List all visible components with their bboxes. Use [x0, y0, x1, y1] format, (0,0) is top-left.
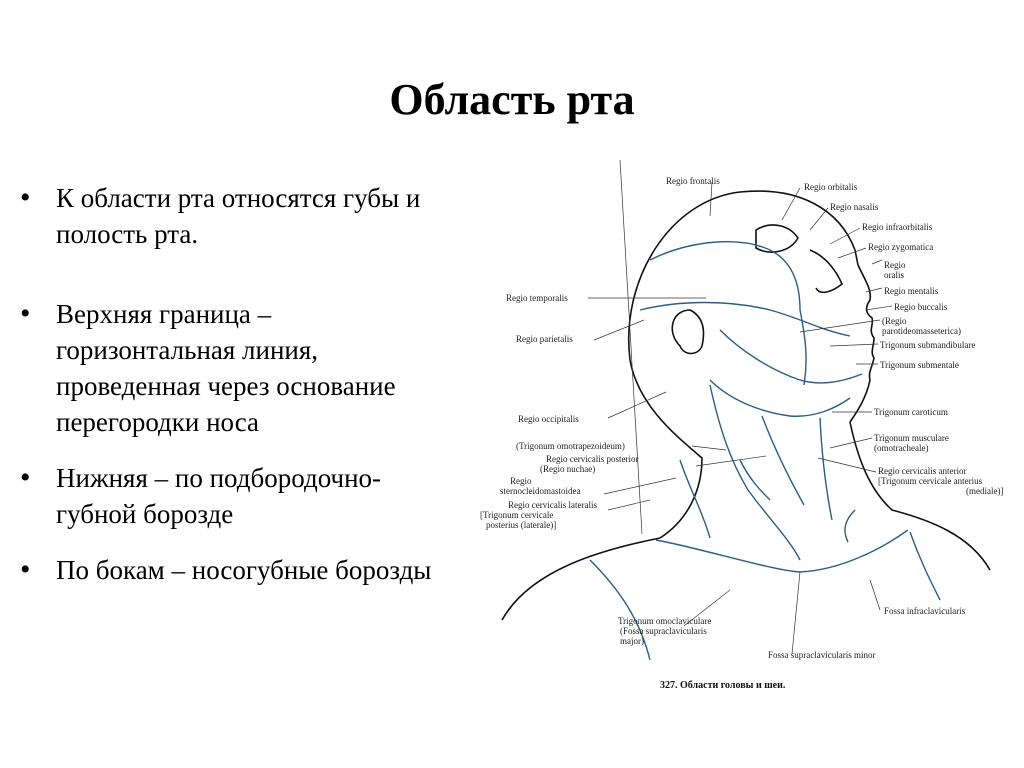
bullet-item: • По бокам – носогубные борозды — [14, 552, 434, 588]
label-regio-cervicalis-anterior: Regio cervicalis anterior — [878, 466, 967, 476]
label-trigonum-omoclaviculare: Trigonum omoclaviculare — [618, 616, 712, 626]
label-trigonum-submandibulare: Trigonum submandibulare — [880, 340, 976, 350]
label-regio-temporalis: Regio temporalis — [506, 293, 568, 303]
label-regio-scm-2: sternocleidomastoidea — [500, 486, 581, 496]
anatomy-figure — [470, 160, 1024, 700]
label-regio: Regio — [884, 260, 906, 270]
label-trigonum-cervicale-2: posterius (laterale)] — [486, 520, 557, 530]
label-trigonum-caroticum: Trigonum caroticum — [874, 407, 948, 417]
bullet-item: • Верхняя граница – горизонтальная линия, проведенная через основание перегородки носа — [14, 296, 434, 440]
label-regio-nasalis: Regio nasalis — [830, 202, 879, 212]
slide-title: Область рта — [389, 75, 635, 124]
label-regio-cervicalis-lateralis: Regio cervicalis lateralis — [508, 500, 597, 510]
label-trigonum-musculare: Trigonum musculare — [874, 433, 949, 443]
head-neck-regions-illustration — [470, 160, 1024, 700]
label-trigonum-cervicale-1: [Trigonum cervicale — [480, 510, 554, 520]
label-omotracheale: (omotracheale) — [874, 443, 929, 453]
figure-outline — [502, 191, 990, 620]
label-regio-scm-1: Regio — [510, 476, 532, 486]
label-fossa-infraclavicularis: Fossa infraclavicularis — [884, 606, 966, 616]
figure-caption: 327. Области головы и шеи. — [660, 680, 786, 691]
label-regio-infraorbitalis: Regio infraorbitalis — [862, 222, 933, 232]
label-regio-cervicalis-posterior: Regio cervicalis posterior — [546, 454, 639, 464]
label-regio-orbitalis: Regio orbitalis — [804, 182, 858, 192]
label-regio-frontalis: Regio frontalis — [666, 176, 720, 186]
label-regio-nuchae: (Regio nuchae) — [540, 464, 596, 474]
label-regio-mentalis: Regio mentalis — [884, 286, 939, 296]
bullet-item: • Нижняя – по подбородочно-губной борозде — [14, 460, 434, 532]
label-regio-zygomatica: Regio zygomatica — [868, 242, 934, 252]
label-trigonum-submentale: Trigonum submentale — [880, 360, 959, 370]
bullet-list — [14, 180, 434, 588]
label-regio-buccalis: Regio buccalis — [894, 302, 948, 312]
label-fossa-supraclavicularis-1: (Fossa supraclavicularis — [620, 626, 707, 636]
label-trigonum-cervicale-anterius: [Trigonum cervicale anterius — [878, 476, 983, 486]
region-labels — [480, 176, 1003, 660]
label-trigonum-omotrapezoideum: (Trigonum omotrapezoideum) — [516, 441, 625, 451]
label-fossa-supraclavicularis-2: major) — [620, 636, 644, 646]
label-regio-parotideo-2: parotideomasseterica) — [882, 326, 961, 336]
label-fossa-supraclavicularis-minor: Fossa supraclavicularis minor — [768, 650, 876, 660]
label-regio-parietalis: Regio parietalis — [516, 334, 573, 344]
bullet-item: • К области рта относятся губы и полость рта. — [14, 180, 434, 252]
label-regio-occipitalis: Regio occipitalis — [518, 414, 579, 424]
label-mediale: (mediale)] — [966, 486, 1004, 496]
label-regio-parotideo-1: (Regio — [882, 316, 907, 326]
label-oralis: oralis — [884, 270, 904, 280]
